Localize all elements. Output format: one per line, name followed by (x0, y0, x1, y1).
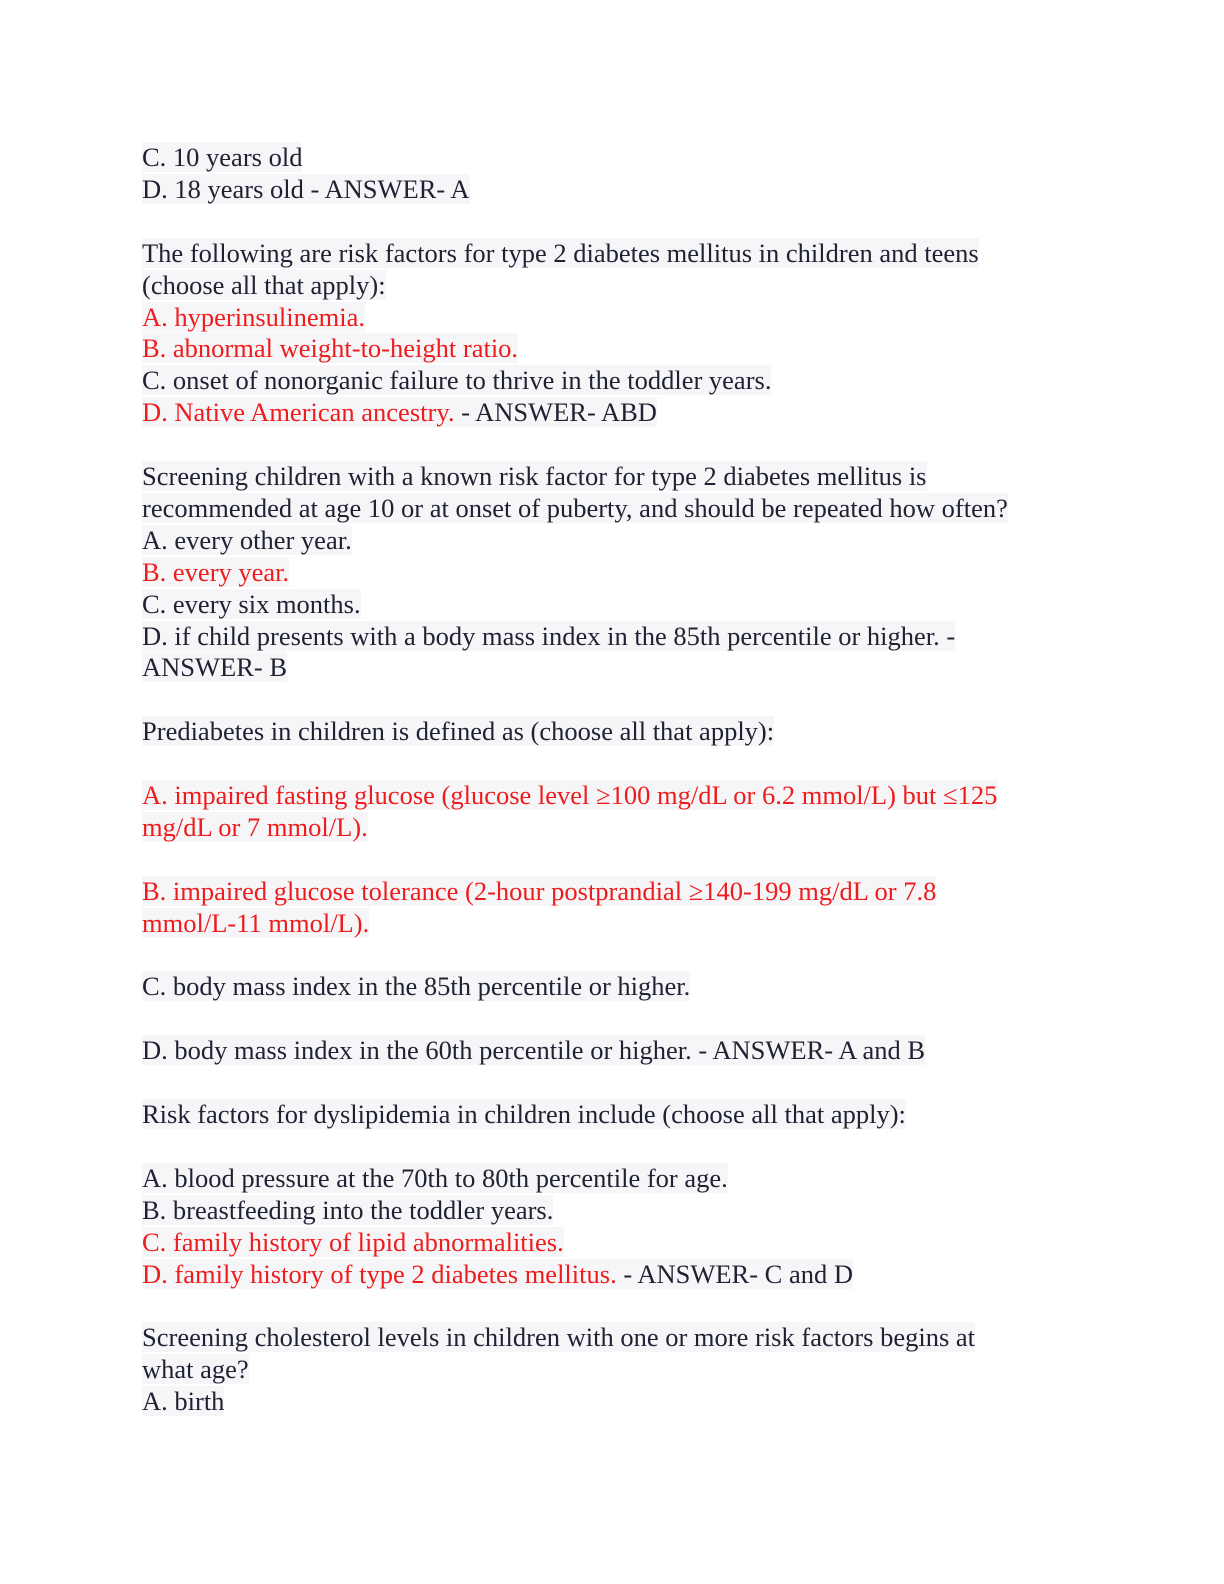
spacer (142, 940, 1082, 972)
q2-stem-line-1: The following are risk factors for type 2 diabetes mellitus in children and teens (142, 237, 979, 268)
spacer (142, 1131, 1082, 1163)
q5-option-d-answer (142, 1259, 1082, 1291)
spacer (142, 684, 1082, 716)
spacer (142, 1003, 1082, 1035)
q4-option-a-line-2: mg/dL or 7 mmol/L). (142, 811, 368, 842)
q2-option-d: D. Native American ancestry. (142, 397, 455, 428)
q6-stem-line-2: what age? (142, 1354, 249, 1385)
q2-option-d-answer (142, 397, 1082, 429)
q2-option-b: B. abnormal weight-to-height ratio. (142, 333, 519, 364)
q4-option-c: C. body mass index in the 85th percentile or higher. (142, 971, 691, 1002)
q4-option-b-line-2: mmol/L-11 mmol/L). (142, 907, 370, 938)
q3-option-c: C. every six months. (142, 588, 361, 619)
q1-option-c: C. 10 years old (142, 142, 303, 172)
q4-option-d-answer: D. body mass index in the 60th percentile or higher. - ANSWER- A and B (142, 1035, 926, 1066)
q5-option-c: C. family history of lipid abnormalities. (142, 1226, 564, 1257)
document-page (142, 142, 1082, 1418)
q2-stem-line-2: (choose all that apply): (142, 269, 386, 300)
spacer (142, 844, 1082, 876)
q3-answer: ANSWER- B (142, 652, 288, 683)
spacer (142, 206, 1082, 238)
q4-option-b-line-1: B. impaired glucose tolerance (2-hour postprandial ≥140-199 mg/dL or 7.8 (142, 875, 937, 906)
spacer (142, 1290, 1082, 1322)
q4-stem: Prediabetes in children is defined as (choose all that apply): (142, 716, 775, 747)
q3-option-a: A. every other year. (142, 524, 352, 555)
q3-stem-line-2: recommended at age 10 or at onset of puberty, and should be repeated how often? (142, 492, 1008, 523)
q3-stem-line-1: Screening children with a known risk factor for type 2 diabetes mellitus is (142, 461, 927, 492)
q2-option-c: C. onset of nonorganic failure to thrive in the toddler years. (142, 365, 772, 396)
q1-option-d-answer: D. 18 years old - ANSWER- A (142, 173, 470, 204)
q4-option-a-line-1: A. impaired fasting glucose (glucose level ≥100 mg/dL or 6.2 mmol/L) but ≤125 (142, 780, 998, 811)
q2-answer: - ANSWER- ABD (454, 397, 657, 428)
q5-answer: - ANSWER- C and D (616, 1258, 853, 1289)
q5-stem: Risk factors for dyslipidemia in children include (choose all that apply): (142, 1099, 906, 1130)
q6-stem-line-1: Screening cholesterol levels in children with one or more risk factors begins at (142, 1322, 976, 1353)
q5-option-a: A. blood pressure at the 70th to 80th percentile for age. (142, 1162, 728, 1193)
spacer (142, 748, 1082, 780)
q2-option-a: A. hyperinsulinemia. (142, 301, 365, 332)
q3-option-b: B. every year. (142, 556, 290, 587)
q5-option-b: B. breastfeeding into the toddler years. (142, 1194, 554, 1225)
q5-option-d: D. family history of type 2 diabetes mellitus. (142, 1258, 617, 1289)
spacer (142, 1067, 1082, 1099)
q3-option-d: D. if child presents with a body mass index in the 85th percentile or higher. - (142, 620, 956, 651)
q6-option-a: A. birth (142, 1386, 225, 1417)
spacer (142, 429, 1082, 461)
